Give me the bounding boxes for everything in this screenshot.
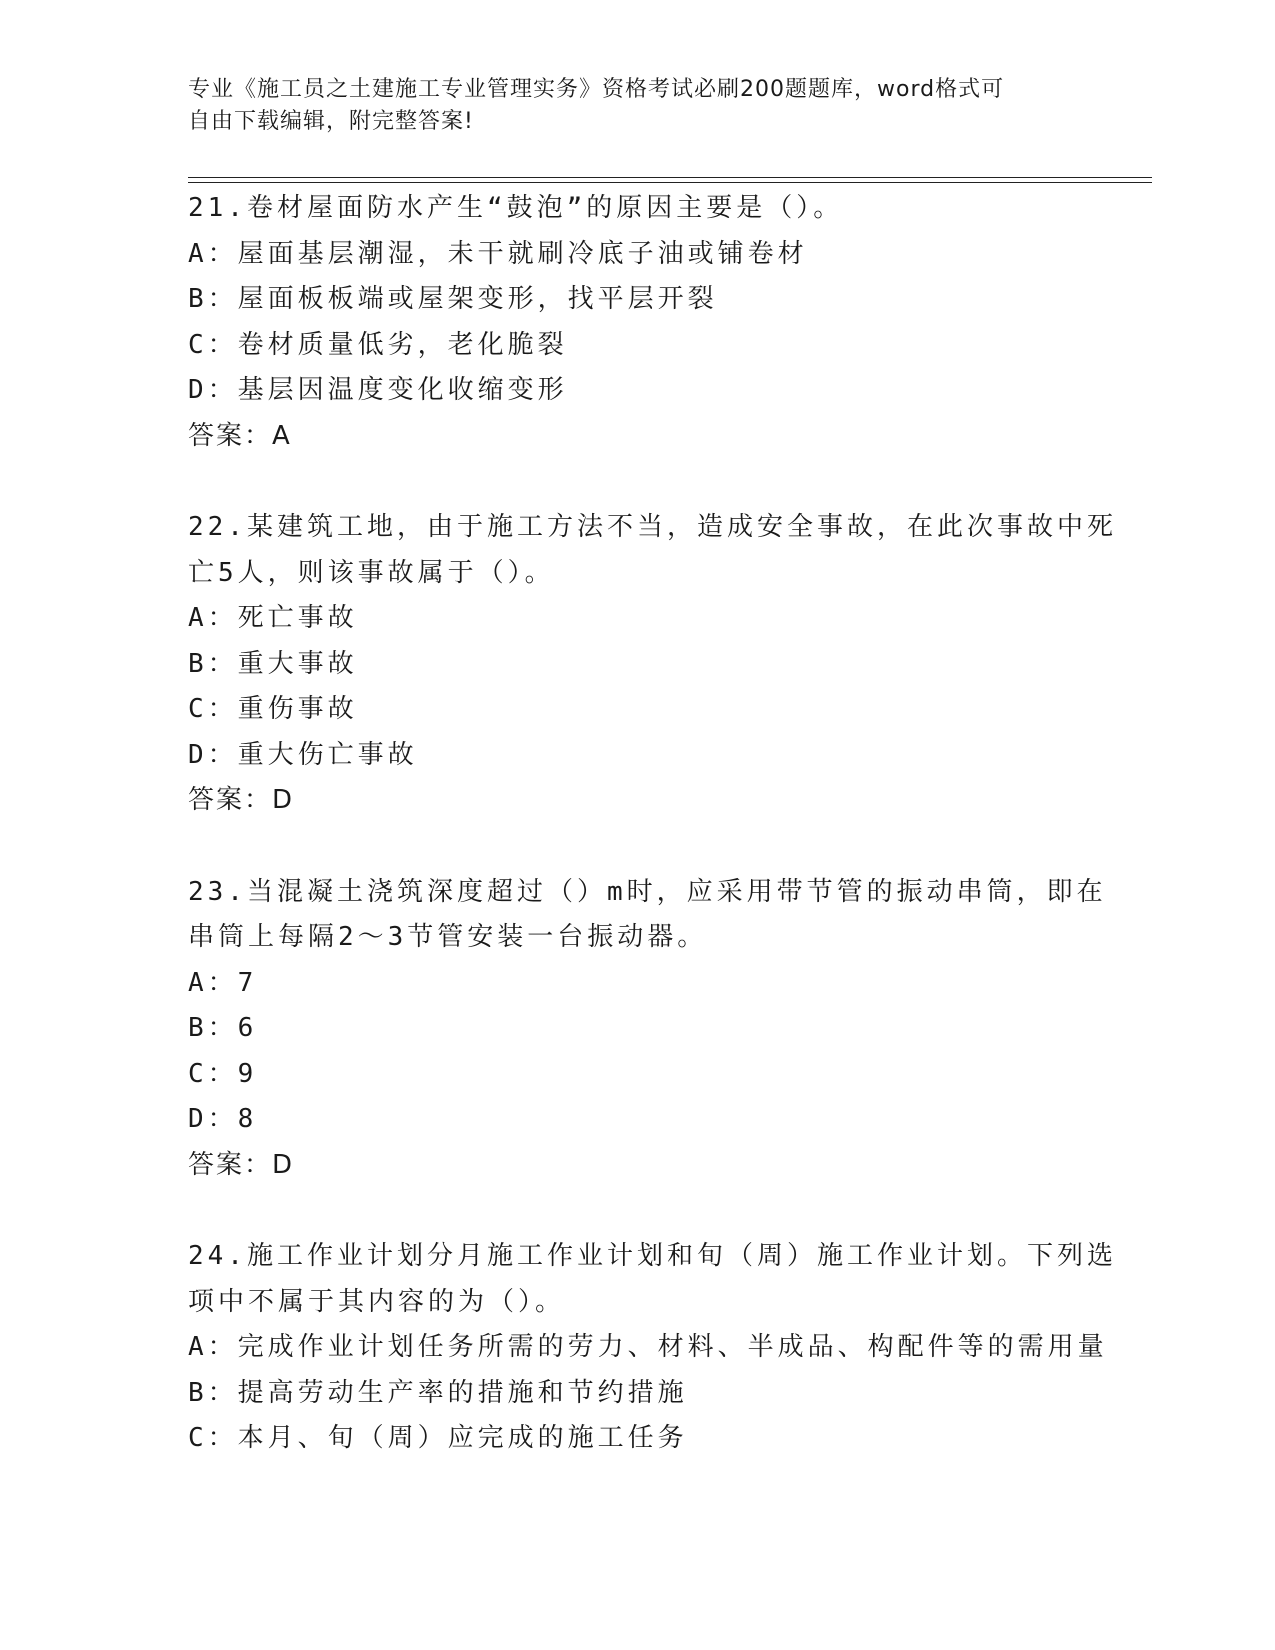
option-b: B：提高劳动生产率的措施和节约措施	[188, 1377, 688, 1408]
question-stem: 22.某建筑工地，由于施工方法不当，造成安全事故，在此次事故中死	[188, 512, 1117, 542]
question-stem: 21.卷材屋面防水产生“鼓泡”的原因主要是（）。	[188, 193, 844, 223]
option-a: A：死亡事故	[188, 603, 358, 633]
option-c: C：重伤事故	[188, 694, 358, 724]
question-22	[188, 505, 1117, 824]
option-d: D：8	[188, 1104, 258, 1134]
question-list	[188, 186, 1117, 1462]
question-stem-continued: 项中不属于其内容的为（）。	[188, 1286, 566, 1317]
header-line-1: 专业《施工员之土建施工专业管理实务》资格考试必刷200题题库，word格式可	[188, 77, 1005, 102]
option-c: C：卷材质量低劣，老化脆裂	[188, 329, 568, 360]
option-a: A：7	[188, 967, 258, 998]
header-rule-bottom	[188, 182, 1152, 183]
option-c: C：9	[188, 1058, 258, 1089]
question-stem-continued: 亡5人，则该事故属于（）。	[188, 557, 555, 588]
option-c: C：本月、旬（周）应完成的施工任务	[188, 1423, 688, 1453]
option-b: B：屋面板板端或屋架变形，找平层开裂	[188, 284, 718, 314]
option-d: D：基层因温度变化收缩变形	[188, 375, 568, 405]
question-stem: 24.施工作业计划分月施工作业计划和旬（周）施工作业计划。下列选	[188, 1241, 1117, 1271]
question-stem-continued: 串筒上每隔2～3节管安装一台振动器。	[188, 922, 708, 952]
option-d: D：重大伤亡事故	[188, 739, 418, 770]
header-rule-top	[188, 177, 1152, 178]
answer-line: 答案：A	[188, 420, 292, 451]
document-header	[188, 74, 1078, 138]
question-23	[188, 870, 1107, 1189]
option-a: A：屋面基层潮湿，未干就刷冷底子油或铺卷材	[188, 238, 808, 269]
answer-line: 答案：D	[188, 1149, 295, 1180]
question-24	[188, 1234, 1117, 1462]
header-line-2: 自由下载编辑，附完整答案!	[188, 109, 474, 134]
option-a: A：完成作业计划任务所需的劳力、材料、半成品、构配件等的需用量	[188, 1332, 1108, 1362]
option-b: B：重大事故	[188, 648, 358, 679]
question-21	[188, 186, 1088, 459]
option-b: B：6	[188, 1013, 258, 1043]
answer-line: 答案：D	[188, 785, 295, 815]
question-stem: 23.当混凝土浇筑深度超过（）m时，应采用带节管的振动串筒，即在	[188, 876, 1107, 907]
